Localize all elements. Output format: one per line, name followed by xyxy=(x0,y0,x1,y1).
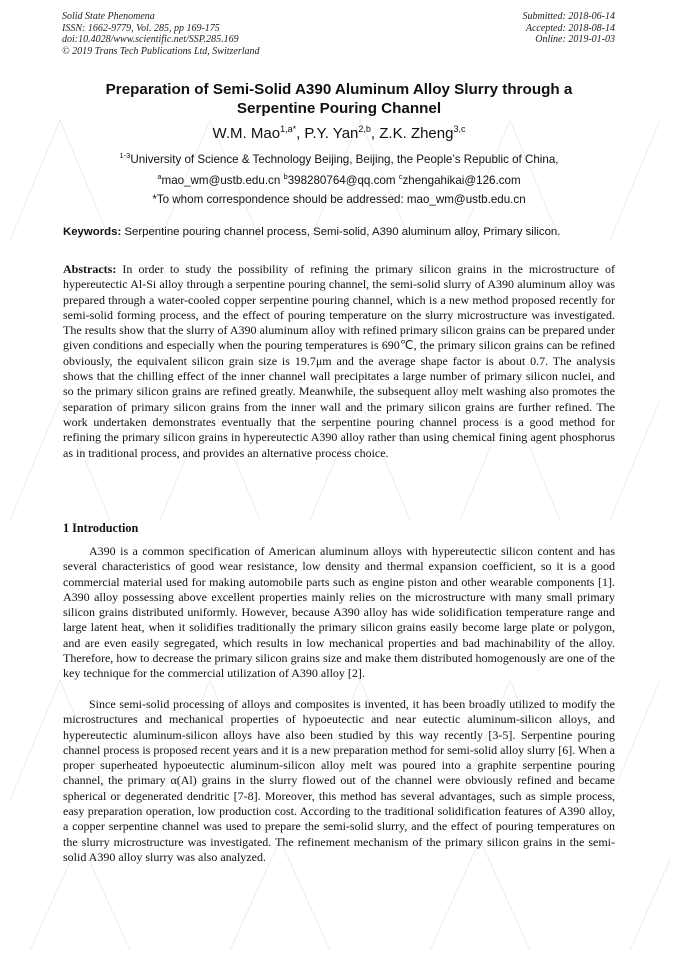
author-list xyxy=(0,124,678,142)
affiliation-marker: 1-3 xyxy=(119,151,131,160)
journal-name: Solid State Phenomena xyxy=(62,11,155,22)
author-name: W.M. Mao xyxy=(212,125,281,142)
correspondence-note: *To whom correspondence should be addressed: mao_wm@ustb.edu.cn xyxy=(152,193,526,206)
intro-paragraph-1: A390 is a common specification of American aluminum alloys with hypereutectic silicon content and has several characteristics of good wear resistance, low density and thermal expansion coefficient, so it is a good commercial material used for making automobile parts such as engine piston and other wearable components [1]. A390 alloy possessing above excellent properties mainly relies on the microstructure with many small primary silicon grains distributed uniformly. However, because A390 alloy has wide solidification temperature range and large latent heat, when it solidifies traditionally the primary silicon grains easily become large plate or polygon, and are even easily segregated, which results in low mechanical properties and bad machinability of the alloy. Therefore, how to decrease the primary silicon grains size and make them distributed homogenously are one of the key technique for the commercial utilization of A390 alloy [2]. xyxy=(63,544,615,681)
email-marker: a xyxy=(157,172,162,181)
keywords-text: Serpentine pouring channel process, Semi-solid, A390 aluminum alloy, Primary silicon. xyxy=(121,226,561,238)
section-heading-introduction: 1 Introduction xyxy=(63,521,139,535)
accepted-date: Accepted: 2018-08-14 xyxy=(525,22,615,34)
email-marker: b xyxy=(283,172,288,181)
paper-title: Preparation of Semi-Solid A390 Aluminum Alloy Slurry through a Serpentine Pouring Channel xyxy=(105,81,573,117)
affiliation-text: University of Science & Technology Beijing, Beijing, the People’s Republic of China, xyxy=(130,152,559,166)
author-separator: , xyxy=(370,125,380,142)
copyright-line: © 2019 Trans Tech Publications Ltd, Switzerland xyxy=(62,45,260,57)
abstract xyxy=(63,262,615,461)
abstract-label: Abstracts: xyxy=(63,262,117,276)
doi-line: doi:10.4028/www.scientific.net/SSP.285.169 xyxy=(62,34,239,46)
journal-header xyxy=(62,11,260,57)
author-email: mao_wm@ustb.edu.cn xyxy=(161,173,284,187)
issn-line: ISSN: 1662-9779, Vol. 285, pp 169-175 xyxy=(62,22,220,34)
author-name: P.Y. Yan xyxy=(304,125,359,142)
author-email: 398280764@qq.com xyxy=(287,173,399,187)
keywords xyxy=(63,226,623,238)
author-affil-marker: 3,c xyxy=(453,124,466,134)
submitted-date: Submitted: 2018-06-14 xyxy=(522,11,615,22)
email-list xyxy=(0,172,678,187)
author-affil-marker: 1,a* xyxy=(280,124,297,134)
author-affil-marker: 2,b xyxy=(358,124,371,134)
abstract-text: In order to study the possibility of refining the primary silicon grains in the microstructure of hypereutectic Al-Si alloy through a serpentine pouring channel, the semi-solid slurry of A390 aluminum alloy was prepared through a water-cooled copper serpentine pouring channel, which is a new method proposed recently for semi-solid forming process, and the effect of pouring temperature on the slurry microstructure was investigated. The results show that the slurry of A390 aluminum alloy with refined primary silicon grains can be prepared under given conditions and especially when the pouring temperatures is 690℃, the primary silicon grains can be refined obviously, the equivalent silicon grain size is 19.7μm and the average shape factor is about 0.7. The analysis shows that the chilling effect of the inner channel wall precipitates a large number of primary silicon nuclei, and so the primary silicon grains are refined greatly. Meanwhile, the subsequent alloy melt washing also promotes the separation of primary silicon grains from the inner wall and the primary silicon grains are further refined. The work undertaken demonstrates eventually that the serpentine pouring channel process is a good method for refining the primary silicon grains in hypereutectic A390 alloy rather than using chemical fining agent phosphorus as in traditional process, and provides an alternative process choice. xyxy=(63,262,615,460)
intro-paragraph-2: Since semi-solid processing of alloys and composites is invented, it has been broadly utilized to modify the microstructures and mechanical properties of hypoeutectic and near eutectic aluminum-silicon alloys, and hypereutectic aluminum-silicon alloys have also been studied by this way recently [3-5]. Serpentine pouring channel process is proposed recent years and it is a new preparation method for semi-solid alloy slurry [6]. When a proper superheated hypoeutectic aluminum-silicon alloy melt was poured into a graphite serpentine pouring channel, the primary α(Al) grains in the slurry flowed out of the channel were obviously refined and became spherical or degenerated dendritic [7-8]. Moreover, this method has several advantages, such as simple process, easy preparation operation, low production cost. According to the traditional solidification features of A390 alloy, a copper serpentine channel was used to prepare the semi-solid slurry, and the effect of pouring temperatures on the slurry microstructure was investigated. The refinement mechanism of the primary silicon grains in the semi-solid A390 alloy slurry was also analyzed. xyxy=(63,697,615,864)
author-separator: , xyxy=(296,125,305,142)
keywords-label: Keywords: xyxy=(63,226,122,238)
author-email: zhengahikai@126.com xyxy=(402,173,521,187)
email-marker: c xyxy=(398,172,403,181)
affiliation xyxy=(0,151,678,166)
author-name: Z.K. Zheng xyxy=(379,125,454,142)
online-date: Online: 2019-01-03 xyxy=(535,34,615,46)
dates-header xyxy=(523,11,616,46)
